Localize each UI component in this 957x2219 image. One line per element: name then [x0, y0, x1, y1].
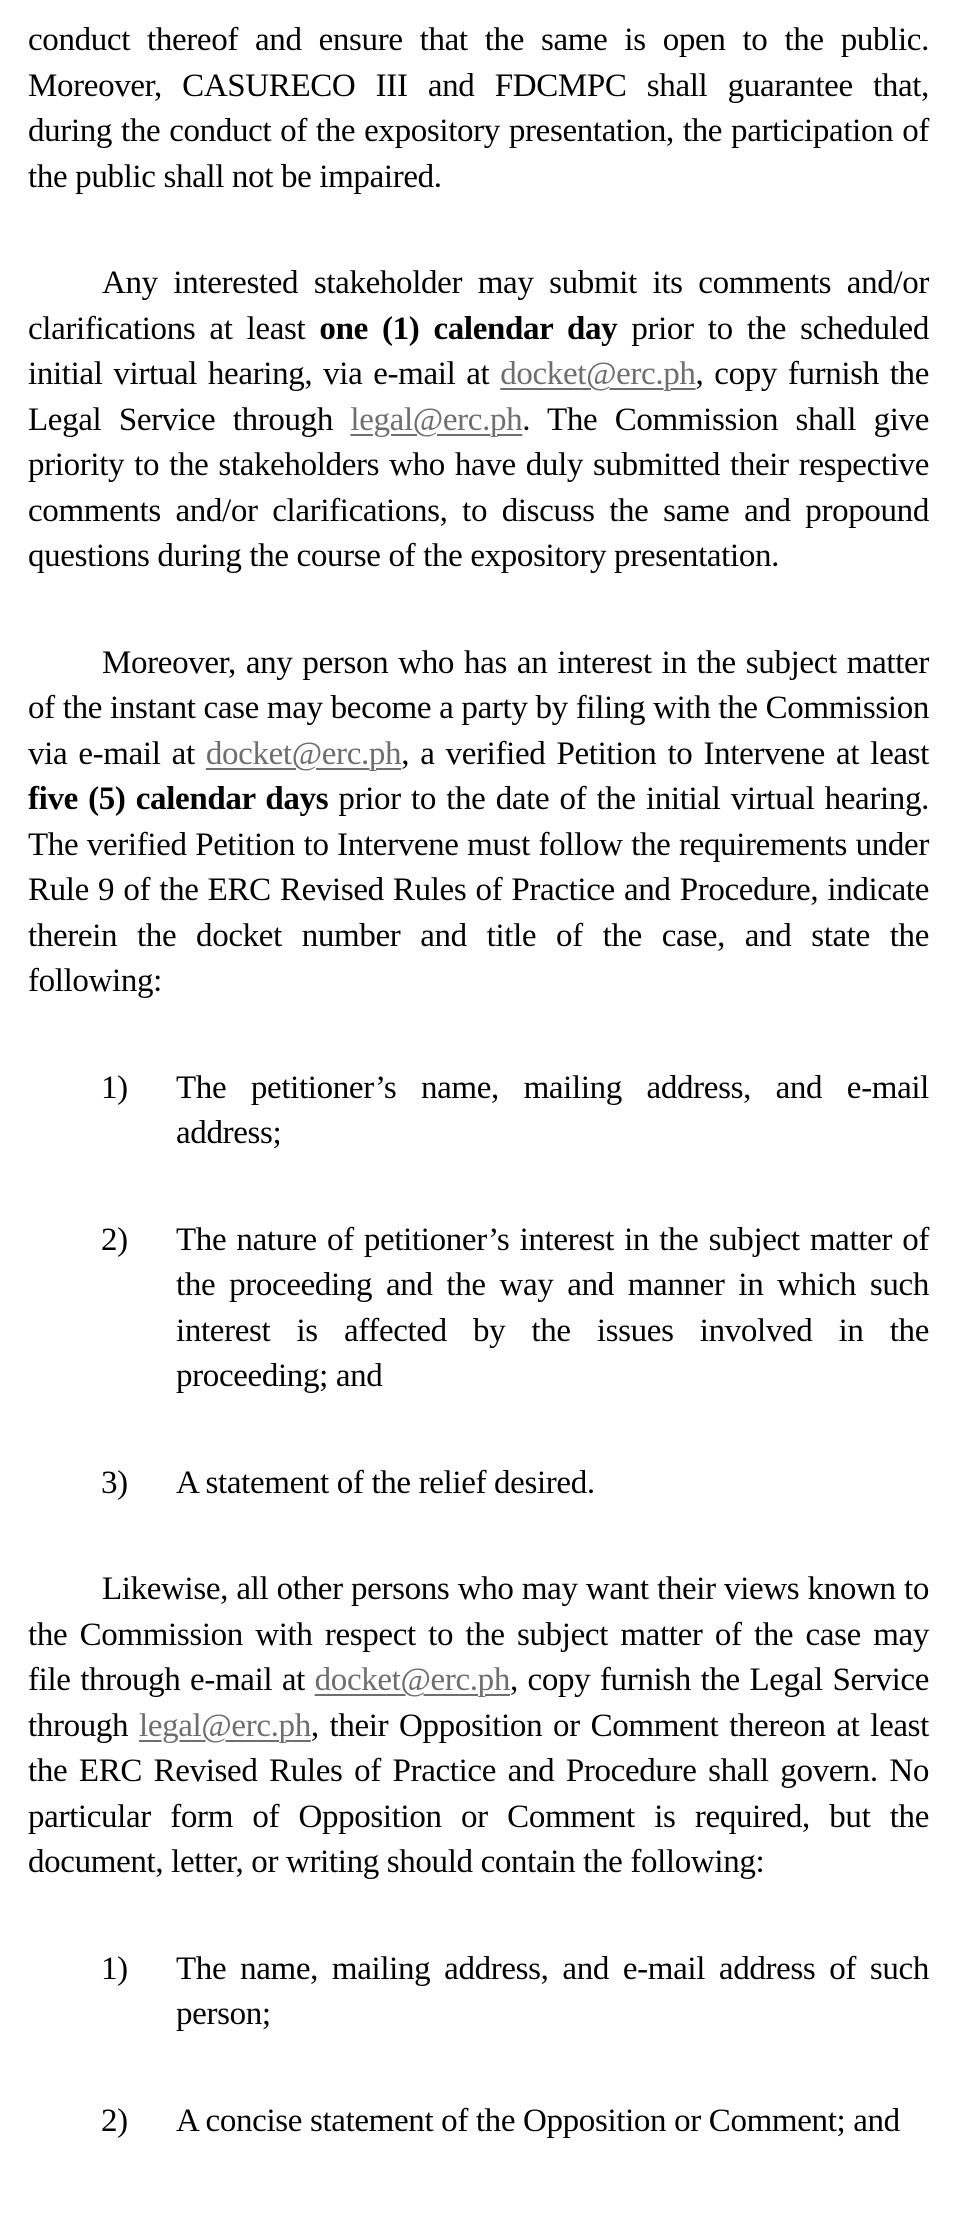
list-text: A concise statement of the Opposition or Comment; and: [176, 2102, 900, 2139]
list-item: [28, 1461, 929, 1507]
paragraph-text: conduct thereof and ensure that the same is open to the public. Moreover, CASURECO III and FDCMPC shall guarantee that, during the conduct of the expository presentation, the participation of the public shall not be impaired.: [28, 22, 929, 195]
list-number: 3): [101, 1464, 128, 1501]
docket-email-link[interactable]: docket@erc.ph: [314, 1662, 510, 1698]
docket-email-link[interactable]: docket@erc.ph: [205, 735, 402, 772]
legal-email-link[interactable]: legal@erc.ph: [350, 401, 523, 438]
list-number: 2): [101, 1221, 128, 1258]
list-number: 1): [101, 1069, 128, 1106]
legal-email-link[interactable]: legal@erc.ph: [139, 1707, 311, 1744]
list-item: [28, 1066, 929, 1157]
paragraph-public-conduct: [28, 18, 929, 200]
list-text: The nature of petitioner’s interest in the subject matter of the proceeding and the way and manner in which such interest is affected by the issues involved in the proceeding; and: [176, 1221, 929, 1394]
list-number: 2): [101, 2102, 128, 2139]
list-item: [28, 1947, 929, 2038]
paragraph-stakeholder-comments: Any interested stakeholder may submit its comments and/or clarifications at least one (1) calendar day prior to the scheduled initial virtual hearing, via e-mail at docket@erc.ph, copy furnish the Legal Service through legal@erc.ph. The Commission shall give priority to the stakeholders who have duly submitted their respective comments and/or clarifications, to discuss the same and propound questions during the course of the expository presentation.: [28, 265, 929, 574]
list-text: A statement of the relief desired.: [176, 1464, 595, 1501]
list-item: [28, 1218, 929, 1400]
deadline-one-day: one (1) calendar day: [319, 310, 618, 347]
docket-email-link[interactable]: docket@erc.ph: [500, 356, 696, 392]
list-text: The petitioner’s name, mailing address, and e-mail address;: [176, 1069, 929, 1151]
paragraph-petition-to-intervene: Moreover, any person who has an interest in the subject matter of the instant case may become a party by filing with the Commission via e-mail at docket@erc.ph, a verified Petition to Intervene at least five (5) calendar days prior to the date of the initial virtual hearing. The verified Petition to Intervene must follow the requirements under Rule 9 of the ERC Revised Rules of Practice and Procedure, indicate therein the docket number and title of the case, and state the following:: [28, 644, 930, 999]
list-text: The name, mailing address, and e-mail address of such person;: [176, 1950, 929, 2032]
list-number: 1): [101, 1950, 128, 1987]
paragraph-opposition-comment: Likewise, all other persons who may want their views known to the Commission with respect to the subject matter of the case may file through e-mail at docket@erc.ph, copy furnish the Legal Service through legal@erc.ph, their Opposition or Comment thereon at least the ERC Revised Rules of Practice and Procedure shall govern. No particular form of Opposition or Comment is required, but the document, letter, or writing should contain the following:: [28, 1571, 929, 1880]
list-item: [28, 2099, 929, 2145]
deadline-five-days: five (5) calendar days: [28, 781, 329, 817]
